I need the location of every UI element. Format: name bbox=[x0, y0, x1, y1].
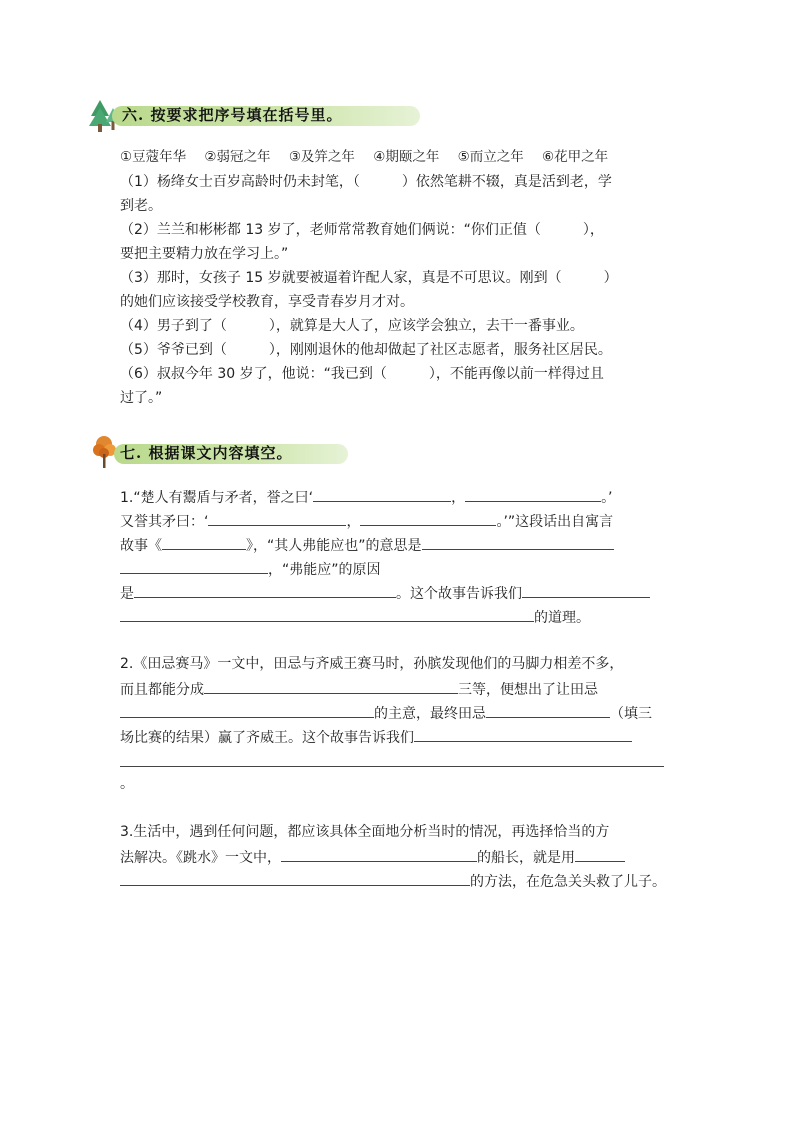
passage-3-line-2: 法解决。《跳水》一文中， 的船长，就是用 bbox=[120, 847, 625, 867]
blank-result[interactable] bbox=[486, 703, 610, 718]
question-2-line-1: （2）兰兰和彬彬都 13 岁了，老师常常教育她们俩说：“你们正值（ ）， bbox=[120, 222, 604, 238]
blank-grades[interactable] bbox=[204, 679, 458, 694]
passage-2-line-4: 场比赛的结果）赢了齐威王。这个故事告诉我们 bbox=[120, 727, 632, 747]
blank-lesson-2-cont[interactable] bbox=[120, 766, 664, 767]
blank-method[interactable] bbox=[575, 847, 625, 862]
option-5: ⑤而立之年 bbox=[457, 149, 524, 165]
question-6-line-1: （6）叔叔今年 30 岁了，他说：“我已到（ ），不能再像以前一样得过且 bbox=[120, 366, 604, 382]
option-3: ③及笄之年 bbox=[288, 149, 355, 165]
option-2: ②弱冠之年 bbox=[204, 149, 271, 165]
section-6-header bbox=[88, 102, 428, 128]
blank-method-cont[interactable] bbox=[120, 871, 470, 886]
option-6: ⑥花甲之年 bbox=[542, 149, 609, 165]
passage-3-line-1: 3.生活中，遇到任何问题，都应该具体全面地分析当时的情况，再选择恰当的方 bbox=[120, 824, 610, 840]
passage-1-line-2: 又誉其矛曰：‘ ， 。’”这段话出自寓言 bbox=[120, 511, 613, 531]
question-3-line-1: （3）那时，女孩子 15 岁就要被逼着许配人家，真是不可思议。刚到（ ） bbox=[120, 270, 618, 286]
option-4: ④期颐之年 bbox=[373, 149, 440, 165]
blank-lesson-2[interactable] bbox=[414, 727, 632, 742]
blank-spear-1[interactable] bbox=[208, 511, 346, 526]
question-5: （5）爷爷已到（ ），刚刚退休的他却做起了社区志愿者，服务社区居民。 bbox=[120, 342, 612, 358]
blank-shield-1[interactable] bbox=[313, 487, 451, 502]
question-6-line-2: 过了。” bbox=[120, 390, 163, 406]
blank-reason[interactable] bbox=[134, 583, 396, 598]
blank-idea[interactable] bbox=[120, 703, 374, 718]
passage-1-line-3: 故事《 》，“其人弗能应也”的意思是 bbox=[120, 535, 614, 555]
section-7-title: 七. 根据课文内容填空。 bbox=[120, 444, 293, 462]
passage-1-line-4: ，“弗能应”的原因 bbox=[120, 559, 381, 579]
blank-shield-2[interactable] bbox=[465, 487, 601, 502]
passage-2-line-3: 的主意，最终田忌 （填三 bbox=[120, 703, 652, 723]
passage-1-line-1: 1.“楚人有鬻盾与矛者，誉之曰‘ ， 。’ bbox=[120, 487, 613, 507]
blank-spear-2[interactable] bbox=[360, 511, 496, 526]
blank-lesson-cont[interactable] bbox=[120, 607, 534, 622]
options-row bbox=[120, 148, 608, 166]
question-1-line-1: （1）杨绛女士百岁高龄时仍未封笔，（ ）依然笔耕不辍，真是活到老，学 bbox=[120, 174, 612, 190]
question-2-line-2: 要把主要精力放在学习上。” bbox=[120, 246, 289, 262]
passage-3-line-3: 的方法，在危急关头救了儿子。 bbox=[120, 871, 666, 891]
blank-story-title[interactable] bbox=[162, 535, 246, 550]
blank-lesson[interactable] bbox=[522, 583, 650, 598]
passage-1-line-6: 的道理。 bbox=[120, 607, 590, 627]
passage-1-line-5: 是 。这个故事告诉我们 bbox=[120, 583, 650, 603]
blank-captain[interactable] bbox=[281, 847, 477, 862]
passage-2-line-2: 而且都能分成 三等，便想出了让田忌 bbox=[120, 679, 598, 699]
question-1-line-2: 到老。 bbox=[120, 198, 162, 214]
section-7-header bbox=[92, 440, 352, 466]
blank-meaning-cont[interactable] bbox=[120, 559, 268, 574]
option-1: ①豆蔻年华 bbox=[120, 149, 187, 165]
passage-2-line-6: 。 bbox=[120, 776, 134, 792]
blank-meaning[interactable] bbox=[422, 535, 614, 550]
section-6-title: 六. 按要求把序号填在括号里。 bbox=[122, 106, 343, 124]
question-3-line-2: 的她们应该接受学校教育，享受青春岁月才对。 bbox=[120, 294, 414, 310]
passage-2-line-1: 2.《田忌赛马》一文中，田忌与齐威王赛马时，孙膑发现他们的马脚力相差不多， bbox=[120, 656, 624, 672]
question-4: （4）男子到了（ ），就算是大人了，应该学会独立，去干一番事业。 bbox=[120, 318, 584, 334]
